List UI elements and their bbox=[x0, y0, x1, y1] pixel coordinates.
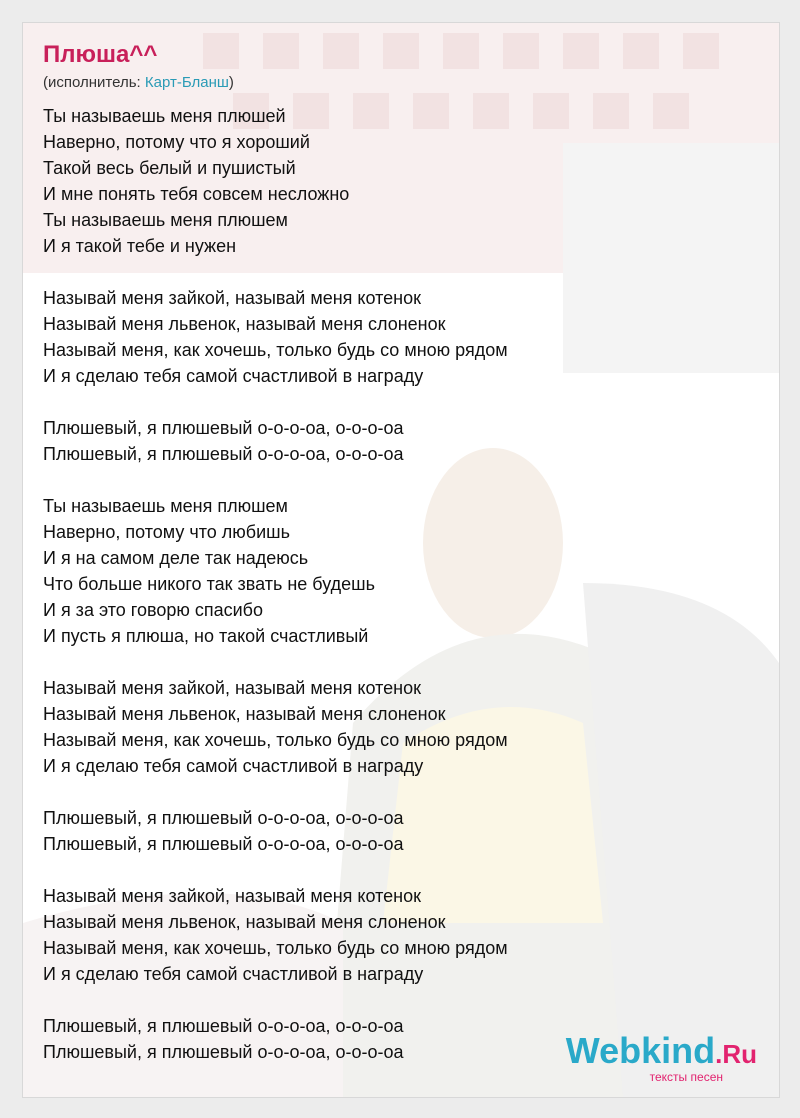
artist-link[interactable]: Карт-Бланш bbox=[144, 74, 229, 91]
stanza bbox=[43, 805, 763, 857]
lyrics-body bbox=[43, 103, 763, 1065]
stanza bbox=[43, 675, 763, 779]
lyric-line: Ты называешь меня плюшей bbox=[43, 106, 286, 126]
lyrics-content bbox=[43, 41, 763, 1091]
lyric-line: И мне понять тебя совсем несложно bbox=[43, 184, 350, 204]
lyric-line: Плюшевый, я плюшевый о-о-о-оа, о-о-о-оа bbox=[43, 444, 404, 464]
artist-byline bbox=[43, 73, 763, 93]
lyric-line: Такой весь белый и пушистый bbox=[43, 158, 296, 178]
stanza bbox=[43, 493, 763, 649]
lyric-line: Называй меня львенок, называй меня слоненок bbox=[43, 912, 446, 932]
lyric-line: Наверно, потому что любишь bbox=[43, 522, 290, 542]
lyrics-card bbox=[22, 22, 780, 1098]
logo-word: Webkind bbox=[565, 1030, 716, 1071]
lyric-line: Плюшевый, я плюшевый о-о-о-оа, о-о-о-оа bbox=[43, 834, 404, 854]
lyric-line: И пусть я плюша, но такой счастливый bbox=[43, 626, 369, 646]
lyric-line: И я такой тебе и нужен bbox=[43, 236, 237, 256]
site-logo[interactable] bbox=[566, 1032, 757, 1083]
lyric-line: Ты называешь меня плюшем bbox=[43, 210, 288, 230]
lyric-line: И я на самом деле так надеюсь bbox=[43, 548, 309, 568]
logo-tagline: тексты песен bbox=[649, 1070, 723, 1084]
stanza bbox=[43, 415, 763, 467]
byline-suffix: ) bbox=[228, 74, 234, 91]
lyric-line: Называй меня зайкой, называй меня котенок bbox=[43, 288, 421, 308]
lyric-line: Называй меня львенок, называй меня слоненок bbox=[43, 704, 446, 724]
lyric-line: Плюшевый, я плюшевый о-о-о-оа, о-о-о-оа bbox=[43, 1016, 404, 1036]
logo-tld: .Ru bbox=[715, 1039, 757, 1069]
lyric-line: Что больше никого так звать не будешь bbox=[43, 574, 375, 594]
lyric-line: И я за это говорю спасибо bbox=[43, 600, 263, 620]
lyric-line: Плюшевый, я плюшевый о-о-о-оа, о-о-о-оа bbox=[43, 1042, 404, 1062]
lyric-line: И я сделаю тебя самой счастливой в награду bbox=[43, 964, 424, 984]
lyric-line: Называй меня, как хочешь, только будь со мною рядом bbox=[43, 938, 508, 958]
byline-prefix: (исполнитель: bbox=[43, 74, 145, 91]
lyric-line: И я сделаю тебя самой счастливой в награду bbox=[43, 366, 424, 386]
lyric-line: Называй меня, как хочешь, только будь со мною рядом bbox=[43, 730, 508, 750]
lyric-line: И я сделаю тебя самой счастливой в награду bbox=[43, 756, 424, 776]
stanza bbox=[43, 883, 763, 987]
lyric-line: Плюшевый, я плюшевый о-о-о-оа, о-о-о-оа bbox=[43, 418, 404, 438]
song-title: Плюша^^ bbox=[43, 41, 158, 68]
lyric-line: Плюшевый, я плюшевый о-о-о-оа, о-о-о-оа bbox=[43, 808, 404, 828]
lyric-line: Называй меня, как хочешь, только будь со мною рядом bbox=[43, 340, 508, 360]
stanza bbox=[43, 285, 763, 389]
lyric-line: Ты называешь меня плюшем bbox=[43, 496, 288, 516]
lyric-line: Называй меня зайкой, называй меня котенок bbox=[43, 678, 421, 698]
lyric-line: Называй меня львенок, называй меня слоненок bbox=[43, 314, 446, 334]
stanza bbox=[43, 103, 763, 259]
lyric-line: Называй меня зайкой, называй меня котенок bbox=[43, 886, 421, 906]
lyric-line: Наверно, потому что я хороший bbox=[43, 132, 310, 152]
